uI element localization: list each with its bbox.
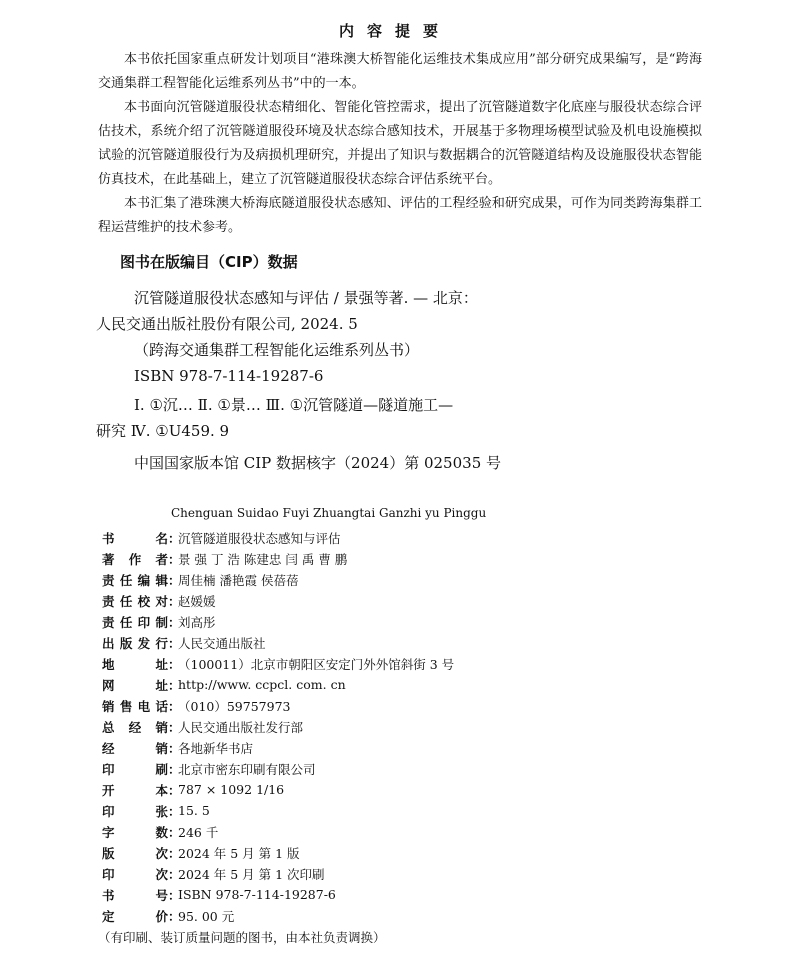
info-row: [102, 674, 702, 695]
info-row: [102, 611, 702, 632]
info-colon: ：: [168, 908, 181, 924]
info-label: 责 任 校 对: [102, 593, 168, 609]
info-label: 书 号: [102, 887, 168, 903]
cip-record: [96, 285, 576, 389]
info-label: 销 售 电 话: [102, 698, 168, 714]
summary-paragraph: 本书汇集了港珠澳大桥海底隧道服役状态感知、评估的工程经验和研究成果，可作为同类跨海集群工程运营维护的技术参考。: [98, 196, 702, 235]
info-label: 责 任 印 制: [102, 614, 168, 630]
info-value: （100011）北京市朝阳区安定门外外馆斜街 3 号: [178, 656, 455, 672]
info-colon: ：: [168, 635, 181, 651]
info-row: [102, 779, 702, 800]
info-row: [102, 842, 702, 863]
info-row: [102, 758, 702, 779]
info-label: 责 任 编 辑: [102, 572, 168, 588]
info-row: [102, 548, 702, 569]
info-value: 各地新华书店: [178, 740, 254, 756]
cip-series-line: （跨海交通集群工程智能化运维系列丛书）: [134, 341, 420, 359]
info-row: [102, 863, 702, 884]
info-value: 95. 00 元: [178, 908, 235, 924]
info-row: [102, 800, 702, 821]
info-row: [102, 653, 702, 674]
pinyin-title: Chenguan Suidao Fuyi Zhuangtai Ganzhi yu Pinggu: [171, 506, 487, 520]
info-label: 开 本: [102, 782, 168, 798]
summary-title: 内容提要: [338, 22, 451, 40]
info-value: 赵媛媛: [178, 593, 216, 609]
info-colon: ：: [168, 740, 181, 756]
info-value: http://www. ccpcl. com. cn: [178, 677, 346, 692]
info-row: [102, 905, 702, 926]
info-row: [102, 632, 702, 653]
info-colon: ：: [168, 845, 181, 861]
cip-class-line: 研究 Ⅳ. ①U459. 9: [96, 422, 230, 440]
info-colon: ：: [168, 530, 181, 546]
info-label: 定 价: [102, 908, 168, 924]
info-colon: ：: [168, 698, 181, 714]
info-value: ISBN 978-7-114-19287-6: [178, 887, 336, 902]
info-row: [102, 884, 702, 905]
info-row: [102, 695, 702, 716]
summary-paragraph: 本书依托国家重点研发计划项目“港珠澳大桥智能化运维技术集成应用”部分研究成果编写，是“跨海交通集群工程智能化运维系列丛书”中的一本。: [98, 52, 702, 91]
info-label: 印 次: [102, 866, 168, 882]
info-value: 沉管隧道服役状态感知与评估: [178, 530, 341, 546]
info-label: 字 数: [102, 824, 168, 840]
cip-heading: 图书在版编目（CIP）数据: [120, 253, 298, 271]
info-label: 版 次: [102, 845, 168, 861]
info-colon: ：: [168, 656, 181, 672]
info-colon: ：: [168, 866, 181, 882]
info-value: 人民交通出版社: [178, 635, 266, 651]
info-label: 印 刷: [102, 761, 168, 777]
info-value: 787 × 1092 1/16: [178, 782, 285, 797]
info-label: 著 作 者: [102, 551, 168, 567]
info-value: 景 强 丁 浩 陈建忠 闫 禹 曹 鹏: [178, 551, 348, 567]
cip-verify-number: 中国国家版本馆 CIP 数据核字（2024）第 025035 号: [134, 454, 502, 472]
info-value: （010）59757973: [178, 698, 291, 714]
summary-paragraph: 本书面向沉管隧道服役状态精细化、智能化管控需求，提出了沉管隧道数字化底座与服役状态综合评估技术，系统介绍了沉管隧道服役环境及状态综合感知技术，开展基于多物理场模型试验及机电设施模拟试验的沉管隧道服役行为及病损机理研究，并提出了知识与数据耦合的沉管隧道结构及设施服役状态智能仿真技术，在此基础上，建立了沉管隧道服役状态综合评估系统平台。: [98, 100, 702, 187]
info-row: [102, 821, 702, 842]
info-colon: ：: [168, 677, 181, 693]
info-row: [102, 737, 702, 758]
info-colon: ：: [168, 761, 181, 777]
info-row: [102, 569, 702, 590]
info-value: 刘高彤: [178, 614, 216, 630]
info-label: 经 销: [102, 740, 168, 756]
info-label: 总 经 销: [102, 719, 168, 735]
info-label: 出 版 发 行: [102, 635, 168, 651]
publication-info: [102, 527, 702, 926]
info-colon: ：: [168, 824, 181, 840]
quality-footnote: （有印刷、装订质量问题的图书，由本社负责调换）: [98, 930, 386, 945]
cip-classification: [96, 392, 576, 444]
info-value: 周佳楠 潘艳霞 侯蓓蓓: [178, 572, 299, 588]
info-label: 地 址: [102, 656, 168, 672]
cip-class-line: Ⅰ. ①沉… Ⅱ. ①景… Ⅲ. ①沉管隧道—隧道施工—: [134, 396, 454, 414]
cip-title-line: 沉管隧道服役状态感知与评估 / 景强等著. — 北京：: [134, 289, 478, 307]
info-label: 网 址: [102, 677, 168, 693]
info-colon: ：: [168, 614, 181, 630]
info-value: 2024 年 5 月 第 1 次印刷: [178, 866, 325, 882]
info-label: 书 名: [102, 530, 168, 546]
summary-text: [98, 48, 702, 240]
info-colon: ：: [168, 887, 181, 903]
info-row: [102, 716, 702, 737]
info-colon: ：: [168, 719, 181, 735]
info-row: [102, 527, 702, 548]
info-label: 印 张: [102, 803, 168, 819]
info-colon: ：: [168, 782, 181, 798]
info-value: 人民交通出版社发行部: [178, 719, 304, 735]
info-value: 2024 年 5 月 第 1 版: [178, 845, 300, 861]
info-colon: ：: [168, 593, 181, 609]
info-colon: ：: [168, 572, 181, 588]
info-value: 246 千: [178, 824, 219, 840]
cip-isbn-line: ISBN 978-7-114-19287-6: [134, 367, 324, 385]
info-value: 北京市密东印刷有限公司: [178, 761, 316, 777]
info-colon: ：: [168, 551, 181, 567]
info-colon: ：: [168, 803, 181, 819]
info-row: [102, 590, 702, 611]
info-value: 15. 5: [178, 803, 210, 818]
cip-publisher-line: 人民交通出版社股份有限公司, 2024. 5: [96, 315, 358, 333]
